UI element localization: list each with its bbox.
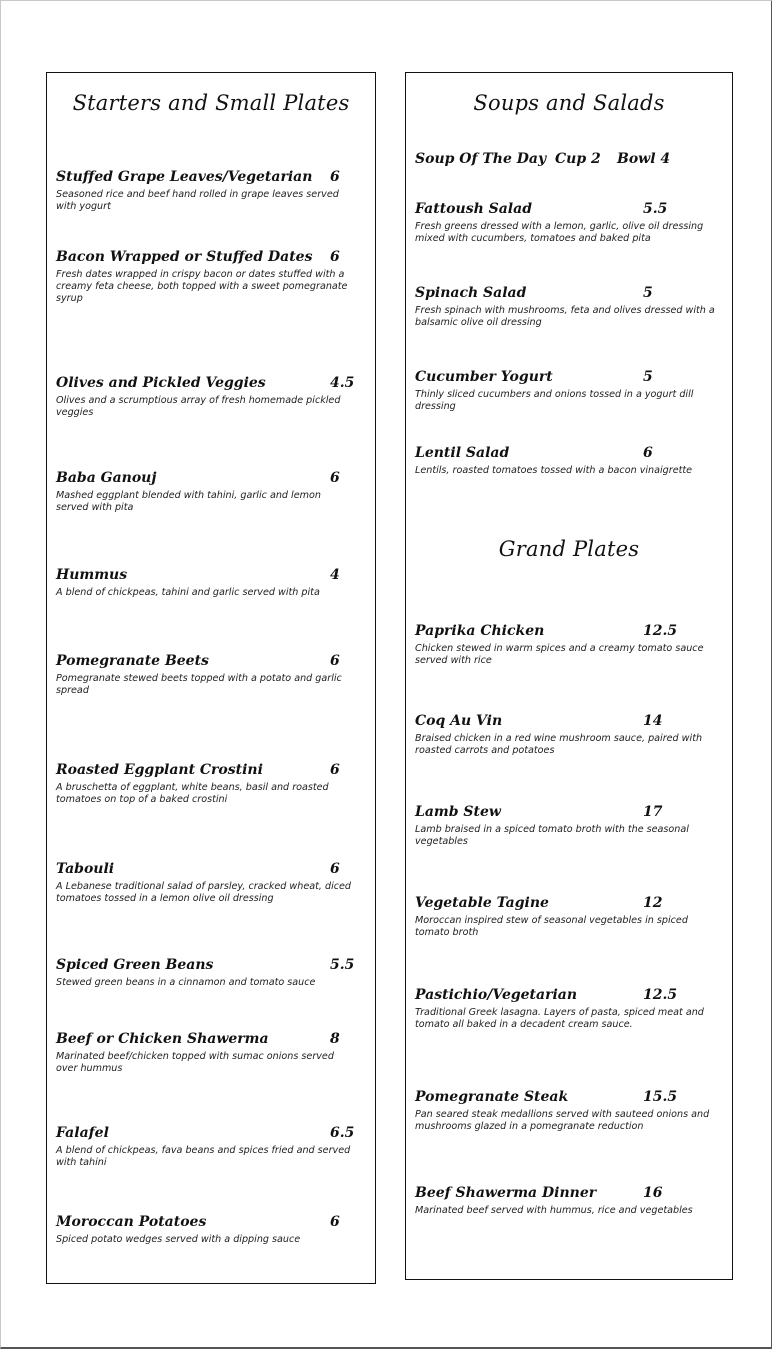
item-price: 6 <box>643 445 653 461</box>
menu-item <box>415 713 715 757</box>
menu-item <box>56 1031 356 1075</box>
item-description: Olives and a scrumptious array of fresh homemade pickled veggies <box>56 395 341 418</box>
item-description: Pomegranate stewed beets topped with a potato and garlic spread <box>56 673 342 696</box>
menu-item <box>415 369 715 413</box>
grand-plates-title: Grand Plates <box>498 537 640 561</box>
item-name: Lentil Salad <box>415 445 510 461</box>
item-price: 6 <box>330 653 340 669</box>
item-price: 4.5 <box>330 375 355 391</box>
item-description: Fresh dates wrapped in crispy bacon or dates stuffed with a creamy feta cheese, both topped with a sweet pomegranate syrup <box>56 269 348 304</box>
item-name: Hummus <box>56 567 128 583</box>
menu-item <box>415 804 715 848</box>
item-price: 12.5 <box>643 623 678 639</box>
item-price: 17 <box>643 804 663 820</box>
item-description: Marinated beef/chicken topped with sumac onions served over hummus <box>56 1051 334 1074</box>
item-description: Mashed eggplant blended with tahini, garlic and lemon served with pita <box>56 490 321 513</box>
item-price: 4 <box>330 567 340 583</box>
item-description: A bruschetta of eggplant, white beans, basil and roasted tomatoes on top of a baked crostini <box>56 782 329 805</box>
item-name: Pastichio/Vegetarian <box>415 987 578 1003</box>
item-description: A blend of chickpeas, fava beans and spices fried and served with tahini <box>56 1145 351 1168</box>
soups-grand-panel <box>405 72 733 1280</box>
item-description: Braised chicken in a red wine mushroom sauce, paired with roasted carrots and potatoes <box>415 733 703 756</box>
item-name: Bacon Wrapped or Stuffed Dates <box>56 249 313 265</box>
item-name: Lamb Stew <box>415 804 501 820</box>
menu-item <box>56 762 356 806</box>
item-description: Spiced potato wedges served with a dipping sauce <box>56 1234 301 1245</box>
soups-title: Soups and Salads <box>473 91 665 115</box>
menu-item <box>415 1089 715 1133</box>
item-name: Spiced Green Beans <box>56 957 214 973</box>
starters-title: Starters and Small Plates <box>72 91 350 115</box>
item-price: 5.5 <box>643 201 668 217</box>
menu-item <box>56 169 356 213</box>
item-name: Vegetable Tagine <box>415 895 549 911</box>
item-name: Pomegranate Beets <box>56 653 209 669</box>
menu-item <box>415 285 715 329</box>
menu-item <box>56 1125 356 1169</box>
menu-item <box>415 445 715 477</box>
item-price: 6.5 <box>330 1125 355 1141</box>
item-price: 5 <box>643 285 653 301</box>
item-price: 6 <box>330 470 340 486</box>
item-name: Cucumber Yogurt <box>415 369 553 385</box>
item-description: A Lebanese traditional salad of parsley, cracked wheat, diced tomatoes tossed in a lemon olive oil dressing <box>56 881 352 904</box>
menu-item <box>56 375 356 419</box>
menu-item <box>415 987 715 1031</box>
soup-name: Soup Of The Day <box>415 151 547 167</box>
item-price: 6 <box>330 861 340 877</box>
item-price: 14 <box>643 713 663 729</box>
item-price: 12 <box>643 895 663 911</box>
item-name: Paprika Chicken <box>415 623 545 639</box>
item-price: 5 <box>643 369 653 385</box>
item-name: Baba Ganouj <box>56 470 157 486</box>
item-price: 8 <box>330 1031 340 1047</box>
item-description: Fresh spinach with mushrooms, feta and olives dressed with a balsamic olive oil dressing <box>415 305 715 328</box>
item-price: 5.5 <box>330 957 355 973</box>
item-description: Chicken stewed in warm spices and a creamy tomato sauce served with rice <box>415 643 704 666</box>
item-description: Traditional Greek lasagna. Layers of pasta, spiced meat and tomato all baked in a decadent cream sauce. <box>415 1007 704 1030</box>
item-description: Thinly sliced cucumbers and onions tossed in a yogurt dill dressing <box>415 389 694 412</box>
item-price: 6 <box>330 1214 340 1230</box>
menu-item <box>56 861 356 905</box>
item-name: Fattoush Salad <box>415 201 532 217</box>
item-name: Moroccan Potatoes <box>56 1214 207 1230</box>
item-name: Beef Shawerma Dinner <box>415 1185 597 1201</box>
menu-item <box>56 249 356 305</box>
item-name: Olives and Pickled Veggies <box>56 375 266 391</box>
item-price: 16 <box>643 1185 663 1201</box>
item-description: Moroccan inspired stew of seasonal vegetables in spiced tomato broth <box>415 915 688 938</box>
item-price: 6 <box>330 762 340 778</box>
item-name: Beef or Chicken Shawerma <box>56 1031 269 1047</box>
item-name: Tabouli <box>56 861 115 877</box>
item-name: Coq Au Vin <box>415 713 503 729</box>
menu-item <box>415 1185 715 1217</box>
menu-item <box>415 201 715 245</box>
menu-item <box>56 957 356 989</box>
item-name: Spinach Salad <box>415 285 527 301</box>
menu-item <box>415 895 715 939</box>
item-price: 12.5 <box>643 987 678 1003</box>
item-price: 6 <box>330 249 340 265</box>
item-description: A blend of chickpeas, tahini and garlic served with pita <box>56 587 320 598</box>
menu-item <box>56 653 356 697</box>
menu-item <box>415 623 715 667</box>
soup-cup-price: Cup 2 <box>555 151 601 167</box>
item-description: Marinated beef served with hummus, rice and vegetables <box>415 1205 693 1216</box>
item-price: 15.5 <box>643 1089 678 1105</box>
menu-item <box>56 1214 356 1246</box>
menu-item <box>56 567 356 599</box>
item-description: Lamb braised in a spiced tomato broth with the seasonal vegetables <box>415 824 689 847</box>
item-description: Fresh greens dressed with a lemon, garlic, olive oil dressing mixed with cucumbers, tomatoes and baked pita <box>415 221 704 244</box>
item-description: Seasoned rice and beef hand rolled in grape leaves served with yogurt <box>56 189 339 212</box>
item-description: Lentils, roasted tomatoes tossed with a bacon vinaigrette <box>415 465 693 476</box>
item-price: 6 <box>330 169 340 185</box>
item-name: Falafel <box>56 1125 109 1141</box>
item-description: Stewed green beans in a cinnamon and tomato sauce <box>56 977 316 988</box>
item-name: Roasted Eggplant Crostini <box>56 762 263 778</box>
soup-bowl-price: Bowl 4 <box>617 151 671 167</box>
menu-item <box>56 470 356 514</box>
item-name: Pomegranate Steak <box>415 1089 569 1105</box>
item-name: Stuffed Grape Leaves/Vegetarian <box>56 169 313 185</box>
starters-panel <box>46 72 376 1284</box>
item-description: Pan seared steak medallions served with sauteed onions and mushrooms glazed in a pomegranate reduction <box>415 1109 710 1132</box>
